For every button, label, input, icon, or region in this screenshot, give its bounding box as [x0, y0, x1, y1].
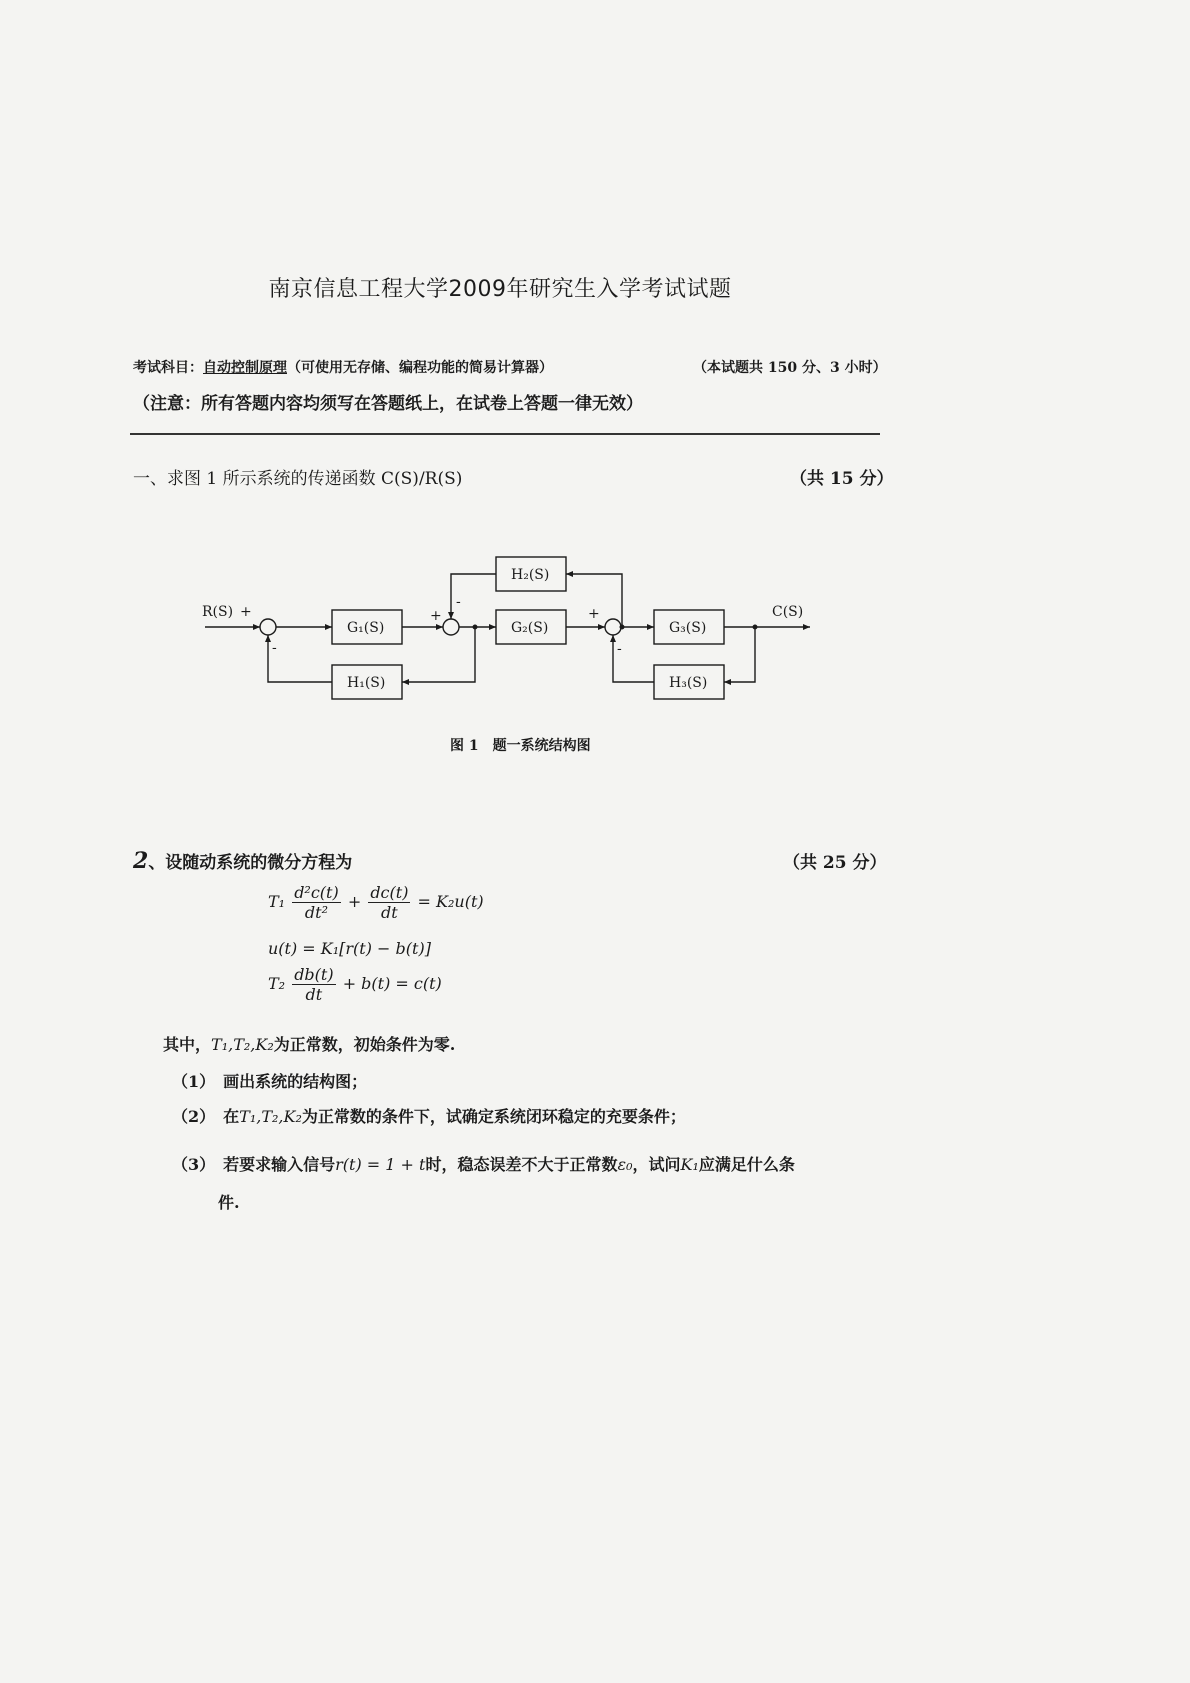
question-1-score: （共 15 分） — [790, 469, 894, 489]
eq1-fraction-1: $\frac{\text{d²c(t)}}{\text{dt²}}$ — [294, 883, 339, 922]
sign-sum1-plus: + — [240, 604, 252, 620]
sign-sum2-minus: - — [456, 594, 461, 610]
label-h1: H₁(S) — [347, 675, 386, 691]
question-2-text — [133, 848, 352, 874]
exam-notice: （注意：所有答题内容均须写在答题纸上，在试卷上答题一律无效） — [133, 394, 643, 414]
subject-prefix: 考试科目： — [133, 360, 203, 376]
eq3-fraction: $\frac{db(t)}{dt}$ — [294, 965, 334, 1004]
eq1-t1: T₁ — [268, 892, 286, 911]
label-output: C(S) — [772, 604, 804, 620]
sign-sum3-plus: + — [588, 606, 600, 622]
subquestion-3: （3） 若要求输入信号r(t) = 1 + t时，稳态误差不大于正常数ε₀，试问K₁应满足什么条 — [172, 1155, 795, 1174]
question-1-text: 一、求图 1 所示系统的传递函数 C(S)/R(S) — [133, 469, 463, 489]
equation-2: u(t) = K₁[r(t) − b(t)] — [268, 939, 431, 958]
subquestion-1: （1） 画出系统的结构图； — [172, 1072, 368, 1091]
exam-total-info: （本试题共 150 分、3 小时） — [693, 360, 887, 376]
subject-name: 自动控制原理 — [203, 360, 287, 376]
question-2-prompt: 、设随动系统的微分方程为 — [148, 853, 353, 873]
exam-subject — [133, 357, 553, 377]
header-divider — [130, 433, 880, 435]
figure-caption: 图 1 题一系统结构图 — [450, 738, 591, 754]
eq3-t2: T₂ — [268, 974, 286, 993]
equation-1 — [268, 883, 484, 922]
eq1-rhs: = K₂u(t) — [417, 892, 484, 911]
line-h3-feed — [724, 627, 755, 682]
question-2-score: （共 25 分） — [783, 853, 887, 873]
summing-junction-1 — [260, 619, 276, 635]
sign-sum1-minus: - — [272, 640, 277, 656]
subquestion-2: （2） 在T₁,T₂,K₂为正常数的条件下，试确定系统闭环稳定的充要条件； — [172, 1107, 686, 1126]
eq1-fraction-2: $\frac{dc(t)}{dt}$ — [370, 883, 409, 922]
equation-3 — [268, 965, 442, 1004]
eq1-plus: + — [347, 892, 362, 911]
line-h1-feed — [402, 627, 475, 682]
eq3-rhs: + b(t) = c(t) — [342, 974, 442, 993]
label-h3: H₃(S) — [669, 675, 708, 691]
exam-title: 南京信息工程大学2009年研究生入学考试试题 — [268, 277, 732, 302]
sign-sum3-minus: - — [617, 641, 622, 657]
where-clause: 其中，T₁,T₂,K₂为正常数，初始条件为零. — [163, 1035, 456, 1054]
summing-junction-2 — [443, 619, 459, 635]
sign-sum2-plus: + — [430, 608, 442, 624]
label-g2: G₂(S) — [511, 620, 549, 636]
label-h2: H₂(S) — [511, 567, 550, 583]
label-g3: G₃(S) — [669, 620, 707, 636]
label-g1: G₁(S) — [347, 620, 385, 636]
subquestion-3-continued: 件. — [218, 1193, 240, 1212]
calculator-note: （可使用无存储、编程功能的简易计算器） — [287, 360, 553, 376]
question-2-number: 2 — [133, 848, 149, 874]
line-h1-return — [268, 635, 332, 682]
label-input: R(S) — [202, 604, 234, 620]
block-diagram — [190, 540, 830, 720]
summing-junction-3 — [605, 619, 621, 635]
